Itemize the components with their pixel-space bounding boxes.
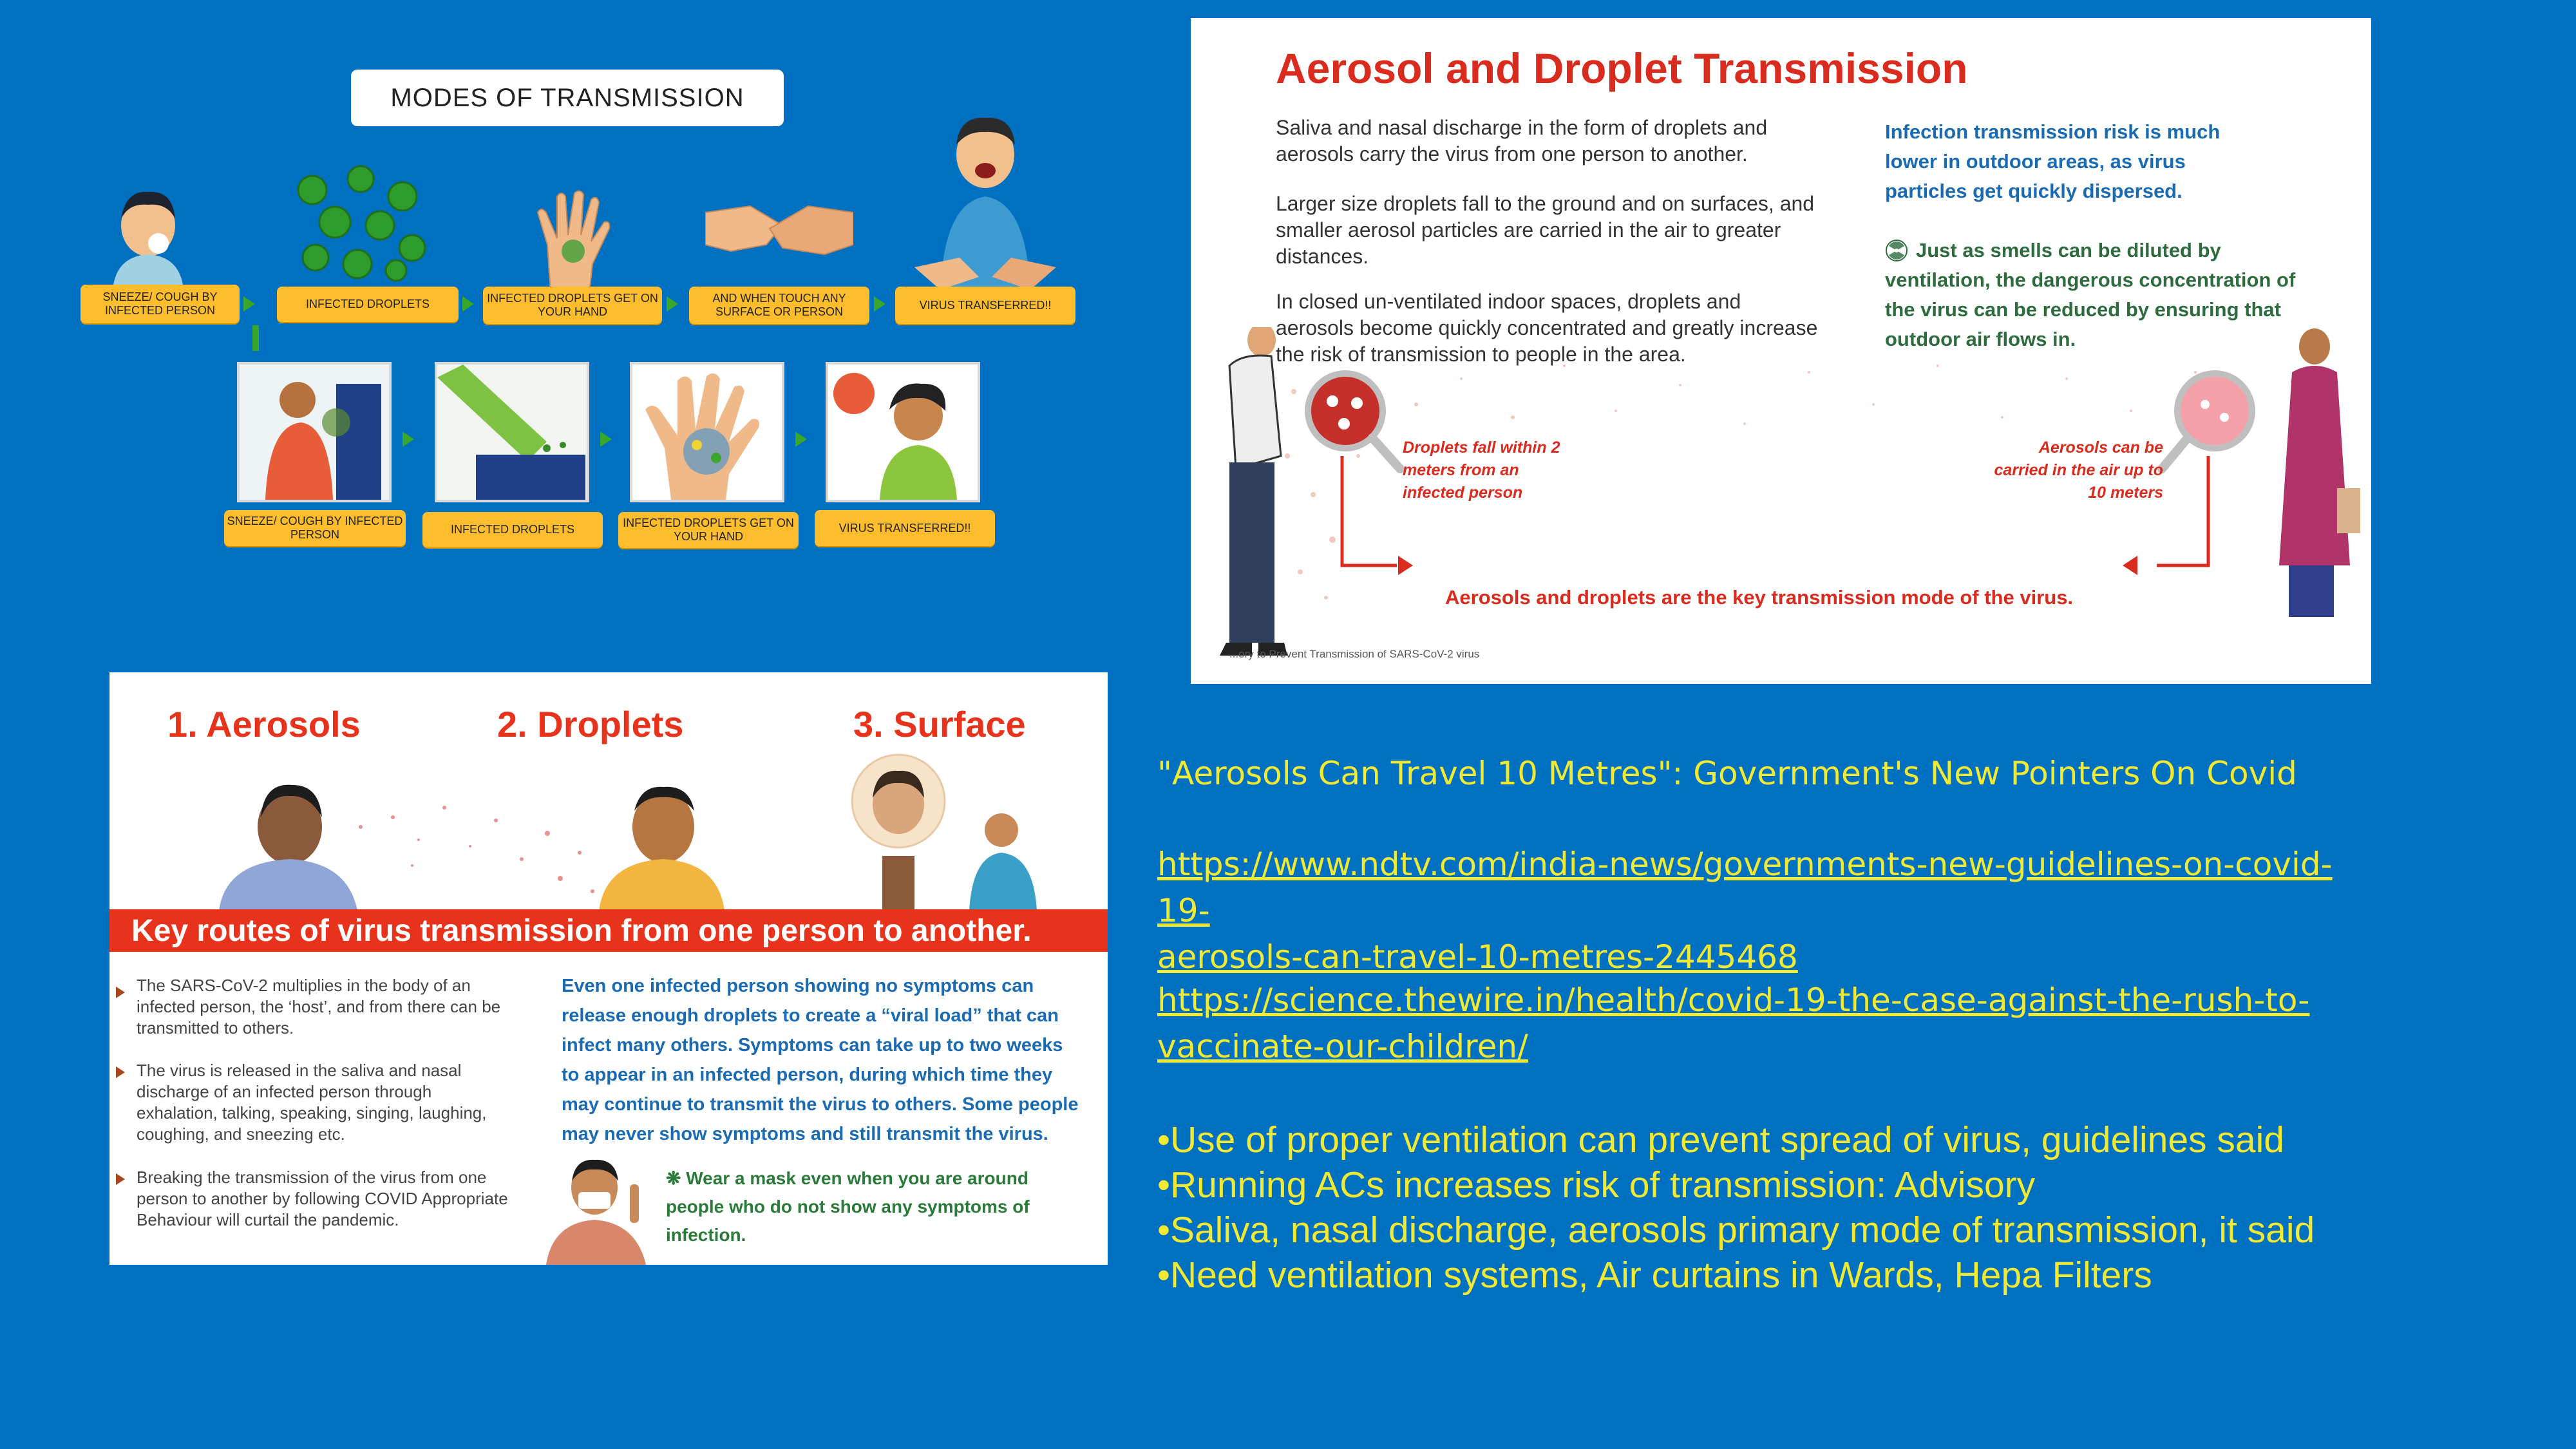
handshake-illustration	[705, 200, 853, 270]
bullet-acs-risk: •Running ACs increases risk of transmission: Advisory	[1157, 1164, 2036, 1206]
connector-line	[252, 325, 259, 351]
modes-label-3: INFECTED DROPLETS GET ON YOUR HAND	[483, 287, 662, 324]
thewire-article-link[interactable]	[1157, 977, 2381, 1070]
key-transmission-statement: Aerosols and droplets are the key transmission mode of the virus.	[1445, 586, 2074, 609]
flow-arrow-icon	[667, 296, 678, 312]
aerosol-droplet-people-illustration	[200, 756, 766, 911]
wear-mask-text: ❋ Wear a mask even when you are around people who do not show any symptoms of infection.	[666, 1168, 1030, 1245]
aerosol-spray-illustration	[1191, 327, 2371, 684]
modes-bottom-label-4: VIRUS TRANSFERRED!!	[815, 510, 995, 546]
modes-bottom-label-1: SNEEZE/ COUGH BY INFECTED PERSON	[224, 510, 406, 546]
masked-person-illustration	[540, 1152, 656, 1265]
aerosol-paragraph-2: Larger size droplets fall to the ground and on surfaces, and smaller aerosol particles are carried in the air to greater distances.	[1276, 192, 1815, 268]
ndtv-link-line-2: aerosols-can-travel-10-metres-2445468	[1157, 938, 1798, 976]
thewire-link-line-2: vaccinate-our-children/	[1157, 1028, 1528, 1065]
alarmed-person-illustration	[908, 106, 1063, 293]
flow-arrow-icon	[402, 431, 414, 447]
flow-arrow-icon	[874, 296, 886, 312]
hand-illustration	[528, 187, 618, 293]
aerosols-heading: 1. Aerosols	[167, 704, 361, 744]
modes-label-4: AND WHEN TOUCH ANY SURFACE OR PERSON	[689, 287, 869, 324]
aerosol-footnote: ...ory to Prevent Transmission of SARS-CoV-2 virus	[1229, 648, 1480, 660]
route-point-2: The virus is released in the saliva and nasal discharge of an infected person through exhalation, talking, speaking, singing, laughing, coughing, and sneezing etc.	[137, 1061, 487, 1144]
virus-droplets-illustration	[290, 161, 431, 283]
modes-label-5: VIRUS TRANSFERRED!!	[895, 287, 1075, 324]
flow-arrow-icon	[462, 296, 474, 312]
droplets-distance-label: Droplets fall within 2 meters from an infected person	[1403, 439, 1560, 502]
flow-arrow-icon	[600, 431, 612, 447]
aerosol-paragraph-1: Saliva and nasal discharge in the form of droplets and aerosols carry the virus from one person to another.	[1276, 116, 1768, 166]
modes-of-transmission-title: MODES OF TRANSMISSION	[351, 70, 784, 126]
aerosol-droplet-panel	[1191, 18, 2371, 684]
surface-touch-illustration	[850, 753, 1043, 911]
bullet-arrow-icon	[116, 1173, 125, 1185]
flow-arrow-icon	[795, 431, 807, 447]
route-point-3: Breaking the transmission of the virus from one person to another by following COVID Appropriate Behaviour will curtail the pandemic.	[137, 1168, 508, 1229]
droplets-heading: 2. Droplets	[497, 704, 684, 744]
news-headline: "Aerosols Can Travel 10 Metres": Government's New Pointers On Covid	[1157, 755, 2297, 792]
bullet-arrow-icon	[116, 1066, 125, 1078]
thewire-link-line-1: https://science.thewire.in/health/covid-19-the-case-against-the-rush-to-	[1157, 981, 2310, 1019]
coughing-people-photo	[237, 362, 392, 502]
virus-transferred-photo	[826, 362, 980, 502]
route-point-1: The SARS-CoV-2 multiplies in the body of an infected person, the ‘host’, and from there can be transmitted to others.	[137, 976, 501, 1037]
bullet-ventilation-systems: •Need ventilation systems, Air curtains in Wards, Hepa Filters	[1157, 1255, 2152, 1296]
modes-label-1: SNEEZE/ COUGH BY INFECTED PERSON	[80, 285, 240, 323]
outdoor-risk-note: Infection transmission risk is much lower in outdoor areas, as virus particles get quickly dispersed.	[1885, 120, 2221, 202]
aerosols-distance-label: Aerosols can be carried in the air up to 10 meters	[1994, 439, 2163, 502]
flow-arrow-icon	[243, 296, 255, 312]
ndtv-article-link[interactable]	[1157, 841, 2381, 980]
bullet-ventilation: •Use of proper ventilation can prevent spread of virus, guidelines said	[1157, 1119, 2284, 1160]
ndtv-link-line-1: https://www.ndtv.com/india-news/governments-new-guidelines-on-covid-19-	[1157, 846, 2333, 929]
bullet-arrow-icon	[116, 987, 125, 998]
key-routes-banner: Key routes of virus transmission from one person to another.	[109, 909, 1108, 952]
ventilation-note: Just as smells can be diluted by ventilation, the dangerous concentration of the virus can be reduced by ensuring that outdoor air flows in.	[1885, 239, 2296, 350]
aerosol-panel-title: Aerosol and Droplet Transmission	[1276, 44, 1968, 92]
modes-label-2: INFECTED DROPLETS	[277, 287, 459, 322]
surface-heading: 3. Surface	[853, 704, 1026, 744]
key-routes-panel	[109, 672, 1108, 1265]
aerosol-paragraph-3: In closed un-ventilated indoor spaces, droplets and aerosols become quickly concentrated and greatly increase the risk of transmission to people in the area.	[1276, 290, 1818, 366]
droplets-on-surface-photo	[435, 362, 589, 502]
modes-bottom-label-2: INFECTED DROPLETS	[422, 512, 603, 547]
coughing-person-illustration	[97, 180, 200, 290]
bullet-primary-mode: •Saliva, nasal discharge, aerosols primary mode of transmission, it said	[1157, 1209, 2315, 1251]
asymptomatic-spread-text: Even one infected person showing no symptoms can release enough droplets to create a “viral load” that can infect many others. Symptoms can take up to two weeks to appear in an infected person, during which time they may continue to transmit the virus to others. Some people may never show symptoms and still transmit the virus.	[562, 976, 1079, 1144]
modes-bottom-label-3: INFECTED DROPLETS GET ON YOUR HAND	[618, 512, 799, 548]
droplets-on-hand-photo	[630, 362, 784, 502]
